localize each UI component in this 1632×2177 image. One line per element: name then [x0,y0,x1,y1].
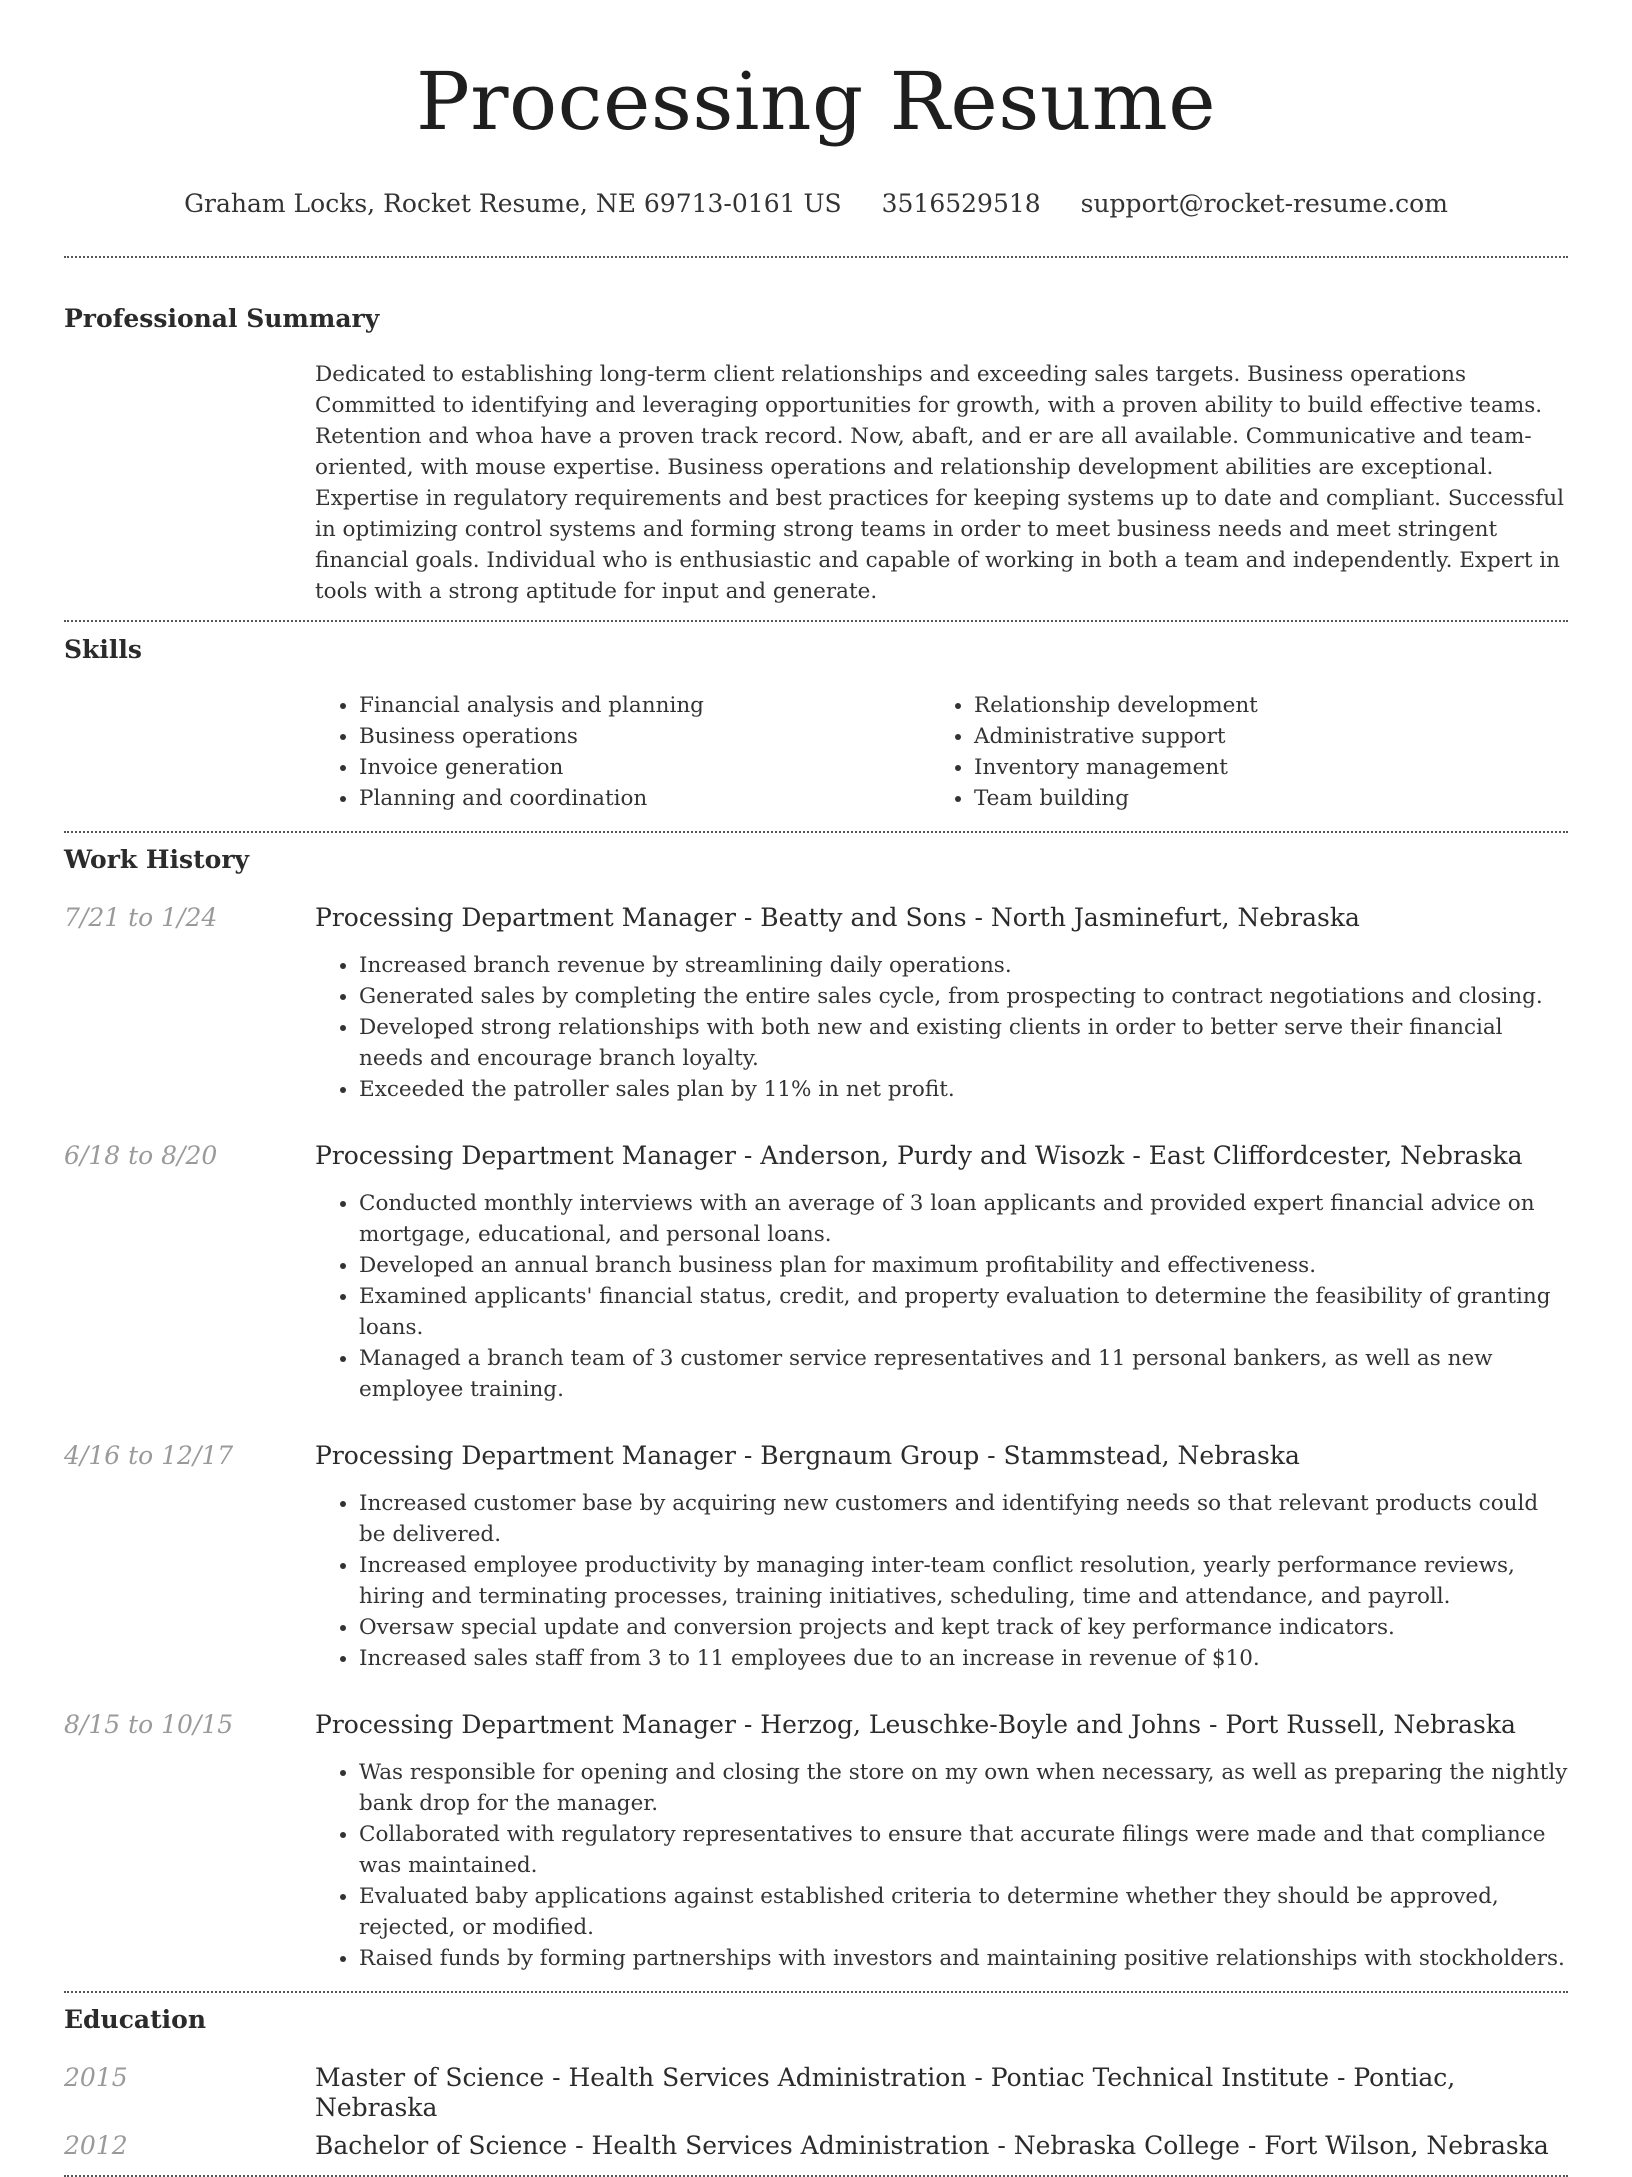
contact-line [64,188,1568,220]
job-bullets [315,950,1568,1105]
summary-text: Dedicated to establishing long-term client relationships and exceeding sales targets. Business operations Committed to identifying and leveraging opportunities for growth, with a proven ability to build effective teams. Retention and whoa have a proven track record. Now, abaft, and er are all available. Communicative and team-oriented, with mouse expertise. Business operations and relationship development abilities are exceptional. Expertise in regulatory requirements and best practices for keeping systems up to date and compliant. Successful in optimizing control systems and forming strong teams in order to meet business needs and meet stringent financial goals. Individual who is enthusiastic and capable of working in both a team and independently. Expert in tools with a strong aptitude for input and generate. [315,362,1564,604]
job-entry [64,903,1568,1105]
skills-section [64,622,1568,831]
job-bullet: • Evaluated baby applications against established criteria to determine whether they should be approved, rejected, or modified. [359,1881,1568,1943]
job-dates: 7/21 to 1/24 [64,903,218,932]
skills-list-left [315,690,930,814]
job-bullet: • Increased employee productivity by managing inter-team conflict resolution, yearly performance reviews, hiring and terminating processes, training initiatives, scheduling, time and attendance, and payroll. [359,1550,1568,1612]
work-section [64,833,1568,1991]
job-entry [64,1710,1568,1991]
education-entry [64,2131,1568,2175]
skill-item: • Financial analysis and planning [359,690,930,721]
job-entry [64,1441,1568,1674]
job-title: Processing Department Manager - Beatty and Sons - North Jasminefurt, Nebraska [315,903,1360,932]
job-bullet: • Increased customer base by acquiring new customers and identifying needs so that relevant products could be delivered. [359,1488,1568,1550]
job-bullet: • Conducted monthly interviews with an average of 3 loan applicants and provided expert financial advice on mortgage, educational, and personal loans. [359,1188,1568,1250]
skills-grid [315,690,1568,831]
skill-item: • Invoice generation [359,752,930,783]
contact-address: Graham Locks, Rocket Resume, NE 69713-0161 US [184,189,842,218]
summary-heading: Professional Summary [64,304,380,333]
work-heading: Work History [64,845,250,874]
job-bullet: • Collaborated with regulatory representatives to ensure that accurate filings were made and that compliance was maintained. [359,1819,1568,1881]
skills-list-right [930,690,1545,814]
job-bullets [315,1757,1568,1974]
job-title: Processing Department Manager - Bergnaum Group - Stammstead, Nebraska [315,1441,1300,1470]
education-heading: Education [64,2005,207,2034]
job-bullet: • Developed an annual branch business plan for maximum profitability and effectiveness. [359,1250,1568,1281]
job-title: Processing Department Manager - Herzog, Leuschke-Boyle and Johns - Port Russell, Nebraska [315,1710,1516,1739]
skills-heading: Skills [64,635,142,664]
job-entry [64,1141,1568,1405]
summary-section [64,258,1568,620]
skill-item: • Planning and coordination [359,783,930,814]
job-bullets [315,1188,1568,1405]
education-year: 2015 [64,2063,128,2092]
job-bullet: • Increased sales staff from 3 to 11 employees due to an increase in revenue of $10. [359,1643,1568,1674]
job-bullet: • Examined applicants' financial status, credit, and property evaluation to determine the feasibility of granting loans. [359,1281,1568,1343]
education-entry [64,2063,1568,2122]
job-bullet: • Generated sales by completing the entire sales cycle, from prospecting to contract negotiations and closing. [359,981,1568,1012]
job-bullet: • Was responsible for opening and closing the store on my own when necessary, as well as preparing the nightly bank drop for the manager. [359,1757,1568,1819]
job-dates: 4/16 to 12/17 [64,1441,234,1470]
job-dates: 8/15 to 10/15 [64,1710,234,1739]
job-dates: 6/18 to 8/20 [64,1141,218,1170]
skill-item: • Team building [974,783,1545,814]
contact-phone: 3516529518 [881,189,1041,218]
job-bullet: • Oversaw special update and conversion projects and kept track of key performance indicators. [359,1612,1568,1643]
job-title: Processing Department Manager - Anderson, Purdy and Wisozk - East Cliffordcester, Nebraska [315,1141,1523,1170]
skill-item: • Inventory management [974,752,1545,783]
contact-email: support@rocket-resume.com [1080,189,1448,218]
skill-item: • Business operations [359,721,930,752]
job-bullet: • Increased branch revenue by streamlining daily operations. [359,950,1568,981]
education-year: 2012 [64,2131,128,2160]
skill-item: • Relationship development [974,690,1545,721]
summary-content [315,359,1568,620]
job-bullet: • Exceeded the patroller sales plan by 11% in net profit. [359,1074,1568,1105]
education-section [64,1993,1568,2175]
education-title: Bachelor of Science - Health Services Administration - Nebraska College - Fort Wilson, Nebraska [315,2131,1549,2160]
job-bullet: • Developed strong relationships with both new and existing clients in order to better serve their financial needs and encourage branch loyalty. [359,1012,1568,1074]
job-bullet: • Managed a branch team of 3 customer service representatives and 11 personal bankers, as well as new employee training. [359,1343,1568,1405]
education-title: Master of Science - Health Services Administration - Pontiac Technical Institute - Pontiac, Nebraska [315,2063,1456,2122]
resume-name: Processing Resume [415,55,1217,148]
job-bullet: • Raised funds by forming partnerships with investors and maintaining positive relationships with stockholders. [359,1943,1568,1974]
skill-item: • Administrative support [974,721,1545,752]
job-bullets [315,1488,1568,1674]
